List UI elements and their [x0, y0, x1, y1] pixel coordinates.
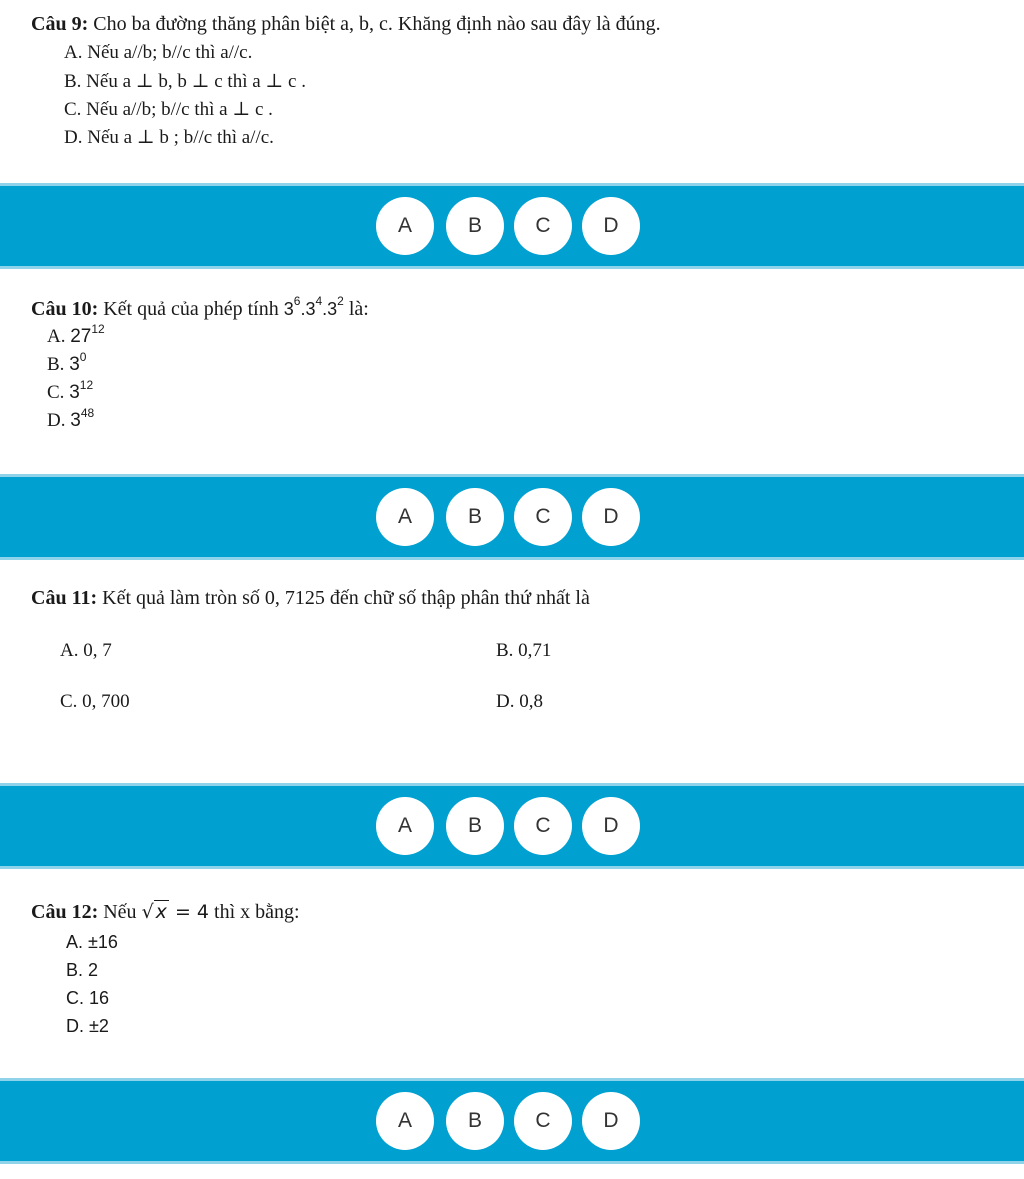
answer-button-a[interactable]: A — [376, 488, 434, 546]
question-12-title — [31, 901, 300, 924]
question-9-option-d: D. Nếu a ⊥ b ; b//c thì a//c. — [64, 127, 274, 148]
answer-button-a[interactable]: A — [376, 197, 434, 255]
answer-bar-q11 — [0, 783, 1024, 869]
answer-button-c[interactable]: C — [514, 1092, 572, 1150]
answer-button-d[interactable]: D — [582, 197, 640, 255]
answer-button-b[interactable]: B — [446, 197, 504, 255]
question-10-option-b: B. $3^0$ — [47, 350, 87, 375]
question-9-option-a: A. Nếu a//b; b//c thì a//c. — [64, 42, 253, 63]
question-12-option-a: A. ±16 — [66, 932, 118, 952]
question-12-option-c: C. 16 — [66, 988, 110, 1008]
question-10-title — [31, 294, 369, 321]
question-10-option-d: D. $3^{48}$ — [47, 406, 95, 431]
question-label: Câu 11: — [31, 587, 98, 609]
answer-button-a[interactable]: A — [376, 797, 434, 855]
question-label: Câu 10: — [31, 298, 99, 320]
answer-button-c[interactable]: C — [514, 488, 572, 546]
question-text-end: là: — [343, 298, 369, 320]
question-text: Cho ba đường thăng phân biệt a, b, c. Khăng định nào sau đây là đúng. — [88, 13, 661, 35]
question-text-end: thì x bằng: — [209, 901, 300, 923]
question-10-option-a: A. $27^{12}$ — [47, 322, 105, 347]
question-10-option-c: C. $3^{12}$ — [47, 378, 94, 403]
answer-bar-q10 — [0, 474, 1024, 560]
answer-button-c[interactable]: C — [514, 197, 572, 255]
answer-button-d[interactable]: D — [582, 797, 640, 855]
answer-button-a[interactable]: A — [376, 1092, 434, 1150]
answer-button-b[interactable]: B — [446, 797, 504, 855]
answer-button-d[interactable]: D — [582, 488, 640, 546]
question-text: Nếu — [98, 901, 142, 923]
question-label: Câu 9: — [31, 13, 89, 35]
answer-bar-q9 — [0, 183, 1024, 269]
question-11-title — [31, 587, 590, 610]
math-expression: $3^6.3^4.3^2$ — [283, 294, 344, 319]
question-11-option-d: D. 0,8 — [496, 691, 543, 712]
answer-button-b[interactable]: B — [446, 1092, 504, 1150]
question-9-title — [31, 13, 661, 36]
question-text: Kết quả làm tròn số 0, 7125 đến chữ số thập phân thứ nhất là — [97, 587, 590, 609]
sqrt-expression: √ x = 4 — [141, 901, 210, 923]
question-text: Kết quả của phép tính — [98, 298, 284, 320]
answer-button-c[interactable]: C — [514, 797, 572, 855]
answer-button-d[interactable]: D — [582, 1092, 640, 1150]
question-11-option-b: B. 0,71 — [496, 640, 552, 661]
question-9-option-b: B. Nếu a ⊥ b, b ⊥ c thì a ⊥ c . — [64, 71, 306, 92]
question-11-option-a: A. 0, 7 — [60, 640, 112, 661]
question-11-option-c: C. 0, 700 — [60, 691, 130, 712]
answer-bar-q12 — [0, 1078, 1024, 1164]
question-label: Câu 12: — [31, 901, 99, 923]
question-12-option-d: D. ±2 — [66, 1016, 109, 1036]
answer-button-b[interactable]: B — [446, 488, 504, 546]
question-9-option-c: C. Nếu a//b; b//c thì a ⊥ c . — [64, 99, 273, 120]
question-12-option-b: B. 2 — [66, 960, 99, 980]
